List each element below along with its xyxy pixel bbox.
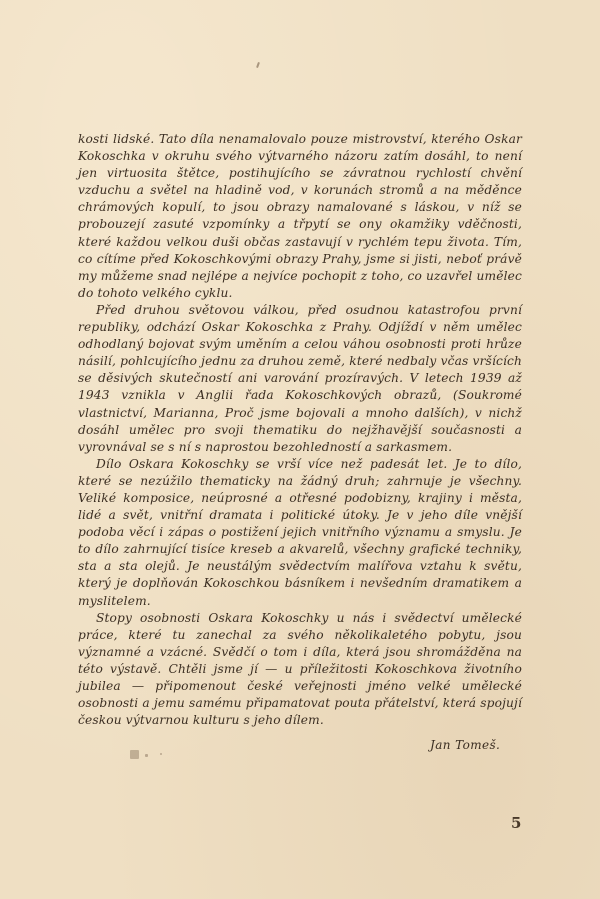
author-signature: Jan Tomeš. [430, 738, 501, 752]
paragraph-3: Dílo Oskara Kokoschky se vrší více než padesát let. Je to dílo, které se nezúžilo thematicky na žádný druh; zahrnuje je všechny. Veliké komposice, neúprosné a otřesné podobizny, krajiny i města, lidé a svět, vnitřní dramata i politické útoky. Je v jeho díle vnější podoba věcí i zápas o postižení jejich vnitřního významu a smyslu. Je to dílo zahrnující tisíce kreseb a akvarelů, všechny grafické techniky, sta a sta olejů. Je neustálým svědectvím malířova vztahu k světu, který je doplňován Kokoschkou básníkem i nevšedním dramatikem a myslitelem. [78, 456, 522, 608]
ink-speck [256, 62, 260, 68]
paragraph-4: Stopy osobnosti Oskara Kokoschky u nás i svědectví umělecké práce, které tu zanechal za svého několikaletého pobytu, jsou významné a vzácné. Svědčí o tom i díla, která jsou shromážděna na této výstavě. Chtěli jsme jí — u příležitosti Kokoschkova životního jubilea — připomenout české veřejnosti jméno velké umělecké osobnosti a jemu samému připamatovat pouta přátelství, která spojují českou výtvarnou kulturu s jeho dílem. [78, 610, 522, 728]
paragraph-2: Před druhou světovou válkou, před osudnou katastrofou první republiky, odchází Oskar Kokoschka z Prahy. Odjíždí v něm umělec odhodlaný bojovat svým uměním a celou váhou osobnosti proti hrůze násilí, pohlcujícího jednu za druhou země, které nedbaly včas vršících se děsivých skutečností ani varování prozíravých. V letech 1939 až 1943 vznikla v Anglii řada Kokoschkových obrazů, (Soukromé vlastnictví, Marianna, Proč jsme bojovali a mnoho dalších), v nichž dosáhl umělec pro svoji thematiku do nejžhavější současnosti a vyrovnával se s ní s naprostou bezohledností a sarkasmem. [78, 302, 522, 454]
ink-speck [160, 753, 162, 755]
ink-smudge [130, 750, 139, 759]
body-text [78, 131, 522, 729]
page-number: 5 [511, 814, 522, 832]
ink-speck [145, 754, 148, 757]
paragraph-1: kosti lidské. Tato díla nenamalovalo pouze mistrovství, kterého Oskar Kokoschka v okruhu svého výtvarného názoru zatím dosáhl, to není jen virtuosita štětce, postihujícího se závratnou rychlostí chvění vzduchu a světel na hladině vod, v korunách stromů a na měděnce chrámových kopulí, to jsou obrazy namalované s láskou, v níž se probouzejí zasuté vzpomínky a třpytí se ony okamžiky vděčnosti, které každou velkou duši občas zastavují v rychlém tepu života. Tím, co cítíme před Kokoschkovými obrazy Prahy, jsme si jisti, neboť právě my můžeme snad nejlépe a nejvíce pochopit z toho, co uzavřel umělec do tohoto velkého cyklu. [78, 132, 522, 300]
